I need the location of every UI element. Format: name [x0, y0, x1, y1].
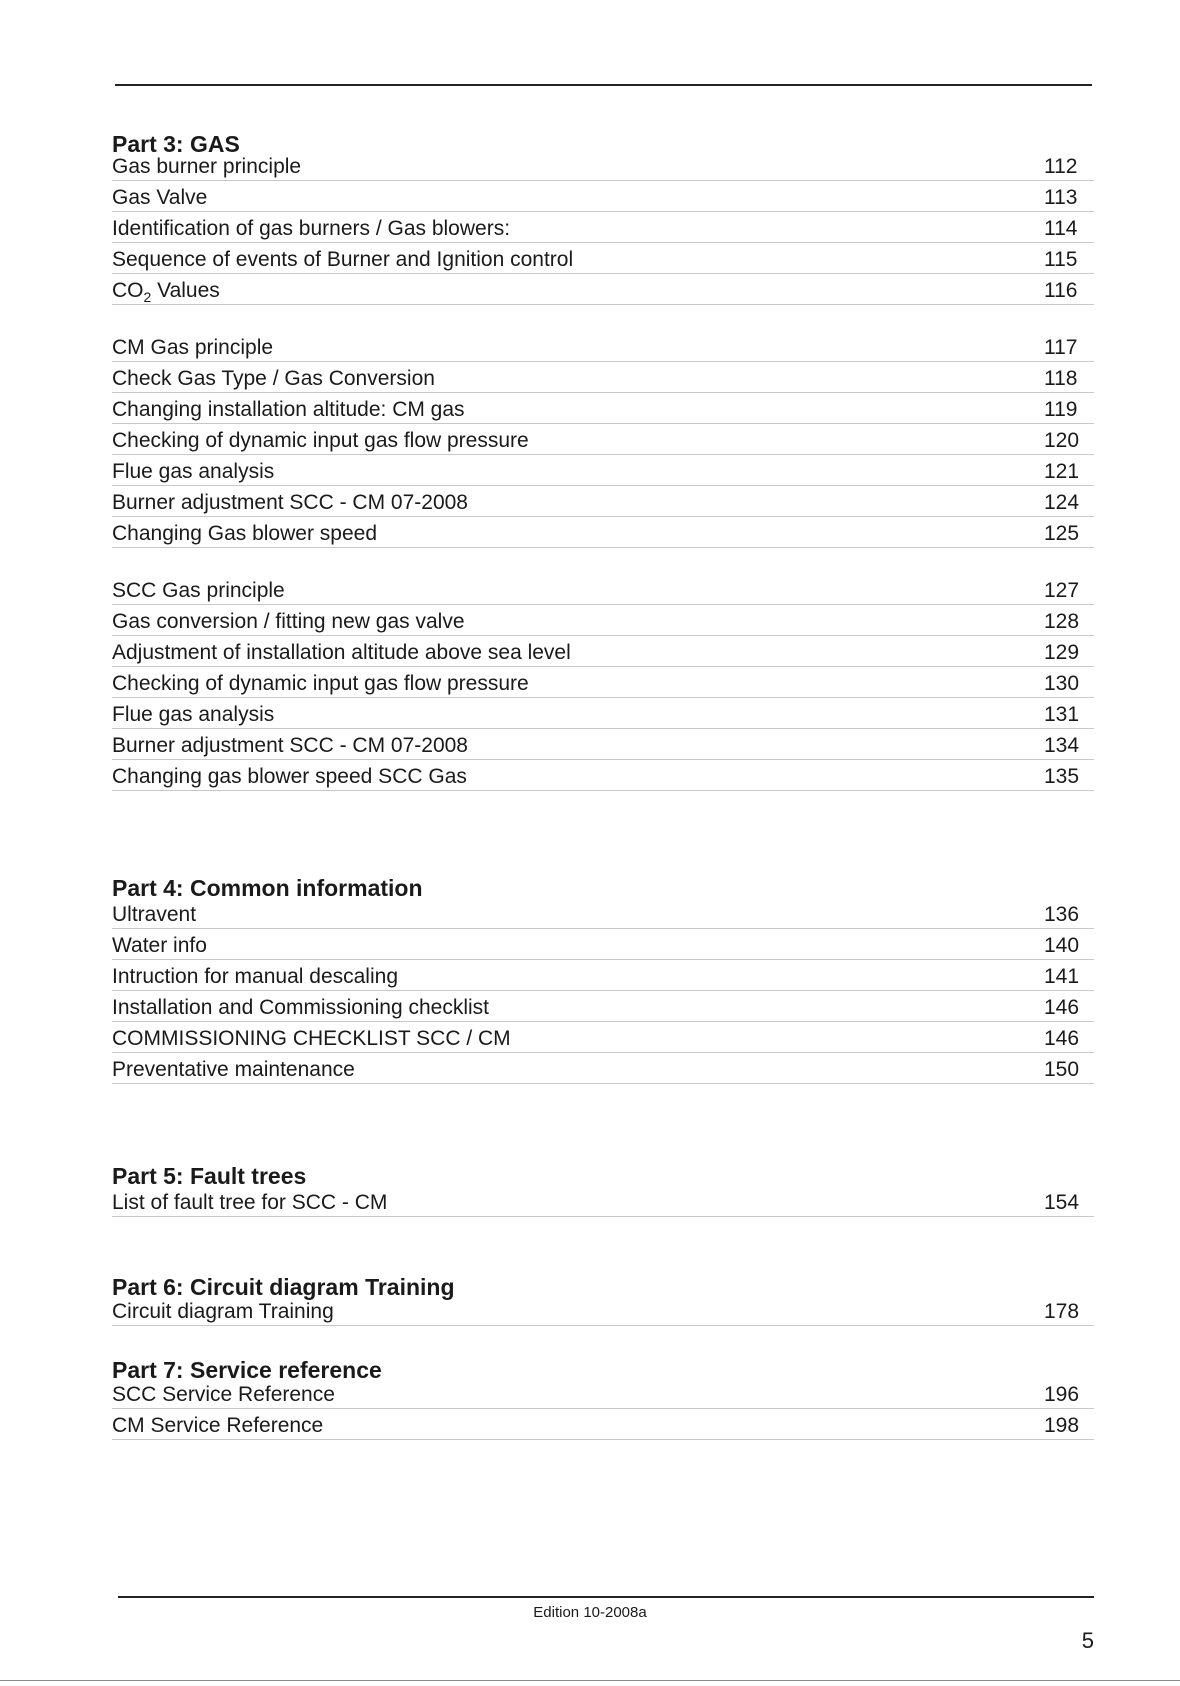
entry-label: Gas burner principle — [112, 155, 302, 178]
entry-label: Identification of gas burners / Gas blowers: — [112, 217, 511, 240]
entry-label: SCC Service Reference — [112, 1383, 335, 1406]
footer-rule — [118, 1596, 1094, 1598]
entry-page: 113 — [1044, 186, 1078, 209]
toc-entry[interactable] — [112, 393, 1094, 424]
header-rule — [115, 84, 1092, 86]
entry-page: 128 — [1044, 610, 1080, 633]
entry-label: Check Gas Type / Gas Conversion — [112, 367, 435, 390]
toc-entry[interactable] — [112, 424, 1094, 455]
co2-subscript: 2 — [143, 289, 152, 306]
entry-label: CM Gas principle — [112, 336, 274, 359]
entry-label: Changing gas blower speed SCC Gas — [112, 765, 467, 788]
toc-entry[interactable] — [112, 243, 1094, 274]
toc-entry[interactable] — [112, 605, 1094, 636]
toc-entry[interactable] — [112, 455, 1094, 486]
entry-page: 196 — [1044, 1383, 1080, 1406]
toc-entry[interactable] — [112, 274, 1094, 305]
entry-label: Intruction for manual descaling — [112, 965, 398, 988]
entry-page: 115 — [1044, 248, 1078, 271]
entry-page: 134 — [1044, 734, 1080, 757]
entry-label: COMMISSIONING CHECKLIST SCC / CM — [112, 1027, 511, 1050]
entry-page: 124 — [1044, 491, 1080, 514]
entry-page: 121 — [1044, 460, 1080, 483]
toc-part-6 — [112, 1273, 1094, 1326]
entry-label: Gas conversion / fitting new gas valve — [112, 610, 465, 633]
toc-entry[interactable] — [112, 181, 1094, 212]
toc-entry[interactable] — [112, 1022, 1094, 1053]
toc-entry[interactable] — [112, 331, 1094, 362]
entry-label: Circuit diagram Training — [112, 1300, 334, 1323]
part-title: Part 3: GAS — [112, 131, 240, 157]
entry-label: Gas Valve — [112, 186, 208, 209]
entry-page: 150 — [1044, 1058, 1080, 1081]
toc-entry[interactable] — [112, 1409, 1094, 1440]
toc-entry[interactable] — [112, 929, 1094, 960]
part-title: Part 4: Common information — [112, 875, 423, 901]
entry-label: Preventative maintenance — [112, 1058, 355, 1081]
toc-entry[interactable] — [112, 362, 1094, 393]
co2-values-text: Values — [151, 279, 220, 302]
entry-page: 178 — [1044, 1300, 1080, 1323]
part-title: Part 6: Circuit diagram Training — [112, 1274, 455, 1300]
toc-entry[interactable] — [112, 636, 1094, 667]
entry-label: SCC Gas principle — [112, 579, 285, 602]
co2-text: CO — [112, 279, 144, 302]
part-title: Part 7: Service reference — [112, 1357, 382, 1383]
entry-page: 130 — [1044, 672, 1080, 695]
entry-page: 125 — [1044, 522, 1080, 545]
toc-entry[interactable] — [112, 667, 1094, 698]
entry-page: 118 — [1044, 367, 1078, 390]
part-title: Part 5: Fault trees — [112, 1163, 307, 1189]
toc-entry[interactable] — [112, 991, 1094, 1022]
table-of-contents — [112, 128, 1094, 1440]
entry-page: 141 — [1044, 965, 1080, 988]
entry-page: 135 — [1044, 765, 1080, 788]
entry-label: Water info — [112, 934, 207, 957]
entry-label: Flue gas analysis — [112, 460, 275, 483]
entry-page: 117 — [1044, 336, 1078, 359]
entry-page: 154 — [1044, 1191, 1080, 1214]
toc-entry[interactable] — [112, 698, 1094, 729]
entry-label: List of fault tree for SCC - CM — [112, 1191, 388, 1214]
entry-page: 116 — [1044, 279, 1078, 302]
toc-part-7 — [112, 1356, 1094, 1440]
entry-label: CM Service Reference — [112, 1414, 324, 1437]
toc-entry[interactable] — [112, 1378, 1094, 1409]
scan-edge — [0, 1680, 1180, 1686]
toc-part-5 — [112, 1162, 1094, 1217]
entry-page: 146 — [1044, 996, 1080, 1019]
toc-entry[interactable] — [112, 486, 1094, 517]
entry-label: Burner adjustment SCC - CM 07-2008 — [112, 491, 468, 514]
toc-entry[interactable] — [112, 150, 1094, 181]
entry-page: 119 — [1044, 398, 1078, 421]
entry-page: 114 — [1044, 217, 1078, 240]
toc-entry[interactable] — [112, 1295, 1094, 1326]
toc-entry[interactable] — [112, 574, 1094, 605]
toc-entry[interactable] — [112, 1053, 1094, 1084]
entry-page: 136 — [1044, 903, 1080, 926]
entry-page: 129 — [1044, 641, 1080, 664]
toc-entry[interactable] — [112, 760, 1094, 791]
entry-label: Burner adjustment SCC - CM 07-2008 — [112, 734, 468, 757]
toc-part-4 — [112, 874, 1094, 1084]
entry-label: Changing Gas blower speed — [112, 522, 378, 545]
toc-entry[interactable] — [112, 1186, 1094, 1217]
entry-page: 127 — [1044, 579, 1080, 602]
entry-label: Changing installation altitude: CM gas — [112, 398, 465, 421]
page-number: 5 — [1081, 1628, 1094, 1653]
toc-part-3 — [112, 130, 1094, 791]
entry-label: Sequence of events of Burner and Ignition control — [112, 248, 574, 271]
entry-label: Flue gas analysis — [112, 703, 275, 726]
toc-entry[interactable] — [112, 898, 1094, 929]
entry-page: 146 — [1044, 1027, 1080, 1050]
entry-label: Checking of dynamic input gas flow pressure — [112, 672, 529, 695]
edition-label: Edition 10-2008a — [533, 1604, 647, 1621]
entry-label — [112, 279, 220, 306]
toc-entry[interactable] — [112, 517, 1094, 548]
entry-label: Installation and Commissioning checklist — [112, 996, 490, 1019]
toc-entry[interactable] — [112, 960, 1094, 991]
entry-page: 140 — [1044, 934, 1080, 957]
toc-entry[interactable] — [112, 729, 1094, 760]
entry-page: 112 — [1044, 155, 1078, 178]
toc-entry[interactable] — [112, 212, 1094, 243]
entry-label: Checking of dynamic input gas flow pressure — [112, 429, 529, 452]
entry-page: 131 — [1044, 703, 1080, 726]
entry-label: Adjustment of installation altitude above sea level — [112, 641, 571, 664]
entry-page: 120 — [1044, 429, 1080, 452]
entry-label: Ultravent — [112, 903, 197, 926]
entry-page: 198 — [1044, 1414, 1080, 1437]
